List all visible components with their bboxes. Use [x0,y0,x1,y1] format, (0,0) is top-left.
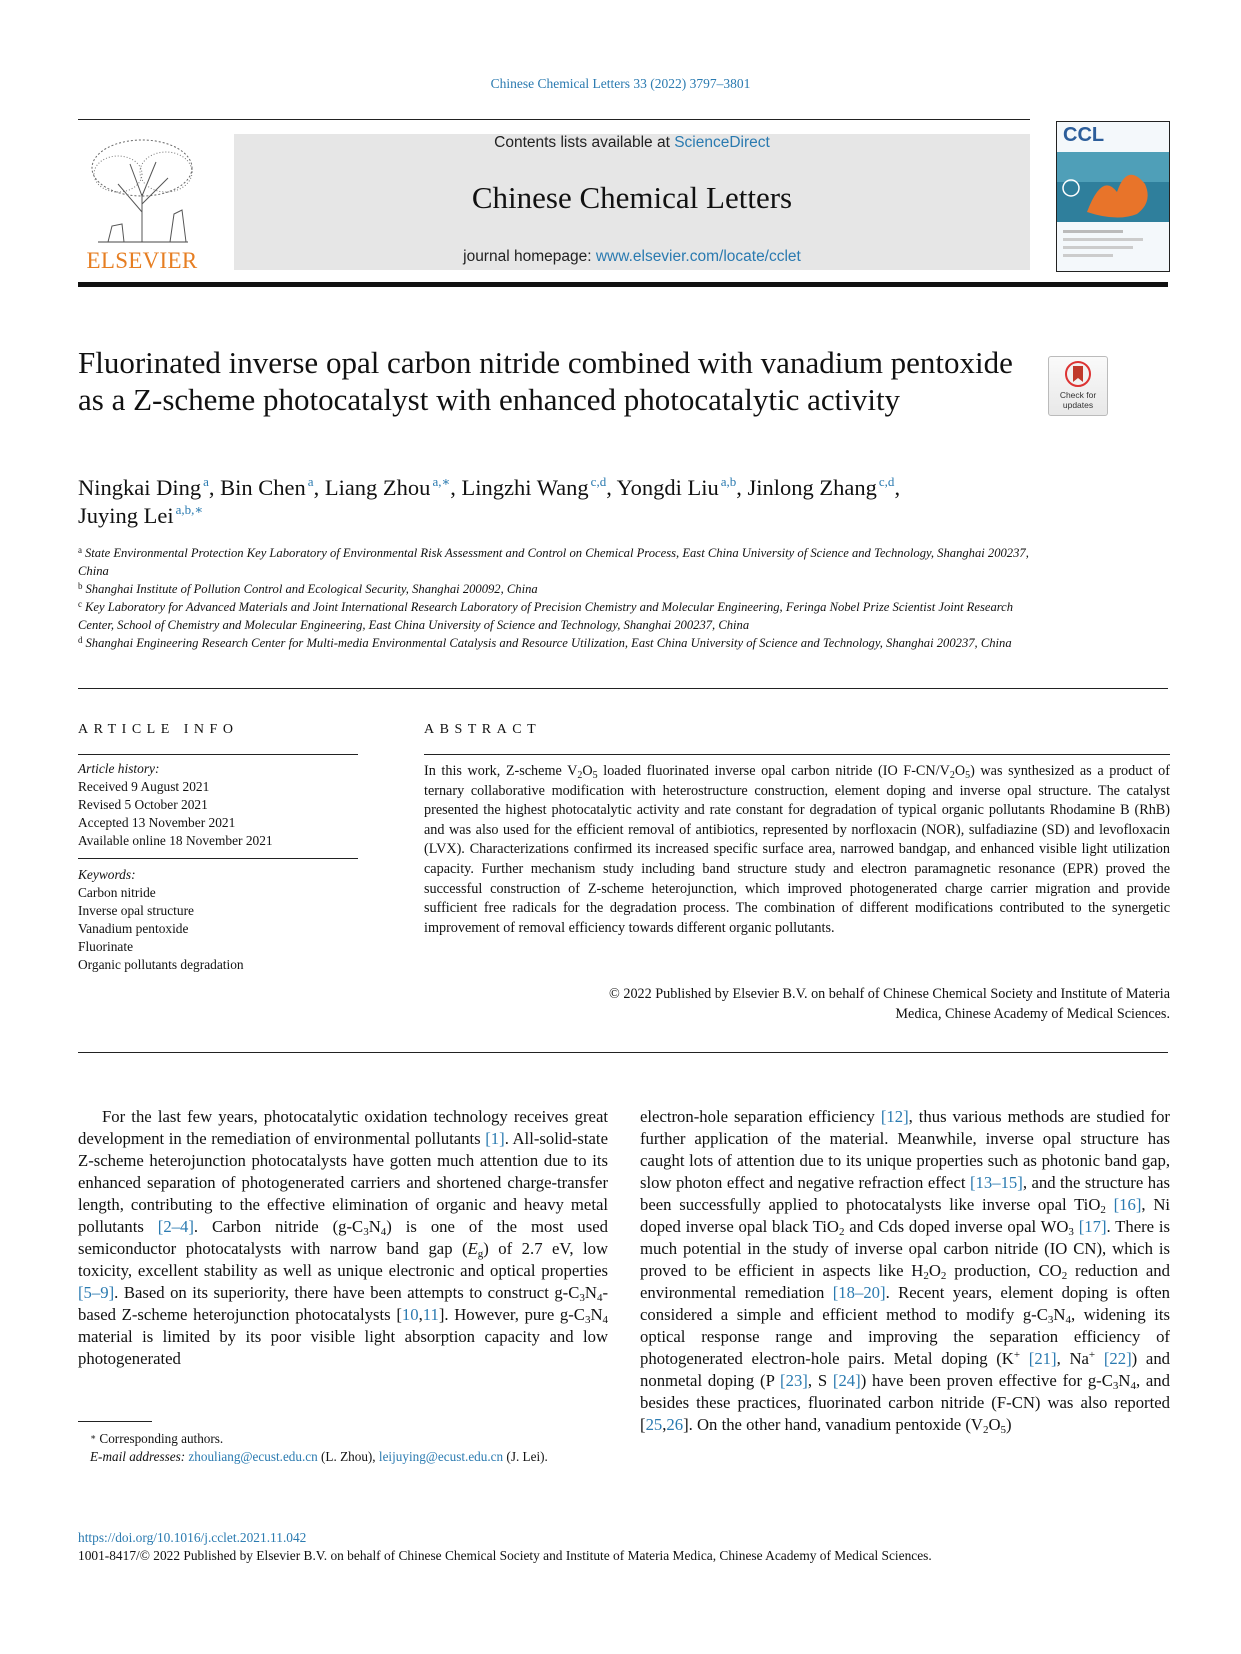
citation-link[interactable]: [21] [1028,1349,1057,1368]
history-item: Available online 18 November 2021 [78,833,273,848]
citation-link[interactable]: [24] [832,1371,861,1390]
keyword: Organic pollutants degradation [78,957,244,972]
abstract-heading: ABSTRACT [424,722,542,737]
body-column-right: electron-hole separation efficiency [12], thus various methods are studied for further application of the material. Meanwhile, inverse opal structure has caught lots of attention due to its unique properties such as photonic band gap, slow photon effect and negative refraction effect [13–15], and the structure has been successfully applied to photocatalysts like inverse opal TiO$_2$ [16], Ni doped inverse opal black TiO$_2$ and Cds doped inverse opal $WO_3$ [17]. There is much potential in the study of inverse opal carbon nitride (IO CN), which is proved to be efficient in aspects like $H_2O_2$ production, $CO_2$ reduction and environmental remediation [18–20]. Recent years, element doping is often considered a simple and efficient method to modify $g-C_3N_4$, widening its optical response range and improving the separation efficiency of photogenerated electron-hole pairs. Metal doping (K+ [21], Na+ [22]) and nonmetal doping (P [23], S [24]) have been proven effective for $g-C_3N_4$, and besides these practices, fluorinated carbon nitride (F-CN) was also reported [25,26]. On the other hand, vanadium pentoxide $(V_2O_5)$ [640,1107,1171,1436]
homepage-prefix: journal homepage: [463,248,592,265]
info-rule [78,754,358,755]
affiliation: $^c$ Key Laboratory for Advanced Materials and Joint International Research Laboratory of Precision Chemistry and Molecular Engineering, Feringa Nobel Prize Scientist Joint Research Center, School of Chemistry and Molecular Engineering, East China University of Science and Technology, Shanghai 200237, China [78,599,1014,632]
homepage-line [234,248,1030,266]
cover-abbrev: CCL [1063,124,1105,146]
citation-link[interactable]: 26 [666,1415,684,1434]
keywords-label: Keywords: [78,867,136,882]
footnote: ∗ Corresponding authors. E-mail addresses: zhouliang@ecust.edu.cn (L. Zhou), leijuying@ecust.edu.cn (J. Lei). [90,1431,548,1464]
author: Lingzhi Wang $^{c,d}$ [461,474,607,500]
citation-link[interactable]: [2–4] [157,1217,194,1236]
issn-copyright: 1001-8417/© 2022 Published by Elsevier B.V. on behalf of Chinese Chemical Society and Institute of Materia Medica, Chinese Academy of Medical Sciences. [78,1548,932,1563]
masthead-thick-rule [78,282,1168,287]
citation-link[interactable]: [5–9] [78,1283,115,1302]
author: Yongdi Liu $^{a,b}$ [616,474,737,500]
citation-link[interactable]: [16] [1113,1195,1142,1214]
citation-link[interactable]: 10 [401,1305,419,1324]
affiliations [78,544,1038,652]
affiliation: $^b$ Shanghai Institute of Pollution Control and Ecological Security, Shanghai 200092, China [78,581,538,596]
history-item: Accepted 13 November 2021 [78,815,236,830]
divider-rule [78,688,1168,689]
email-link[interactable]: leijuying@ecust.edu.cn [378,1449,504,1464]
divider-rule [78,1052,1168,1053]
keyword: Fluorinate [78,939,134,954]
keywords [78,866,358,974]
header-rule [78,119,1030,120]
citation-link[interactable]: [18–20] [832,1283,886,1302]
affiliation: $^d$ Shanghai Engineering Research Center for Multi-media Environmental Catalysis and Resource Utilization, East China University of Science and Technology, Shanghai 200237, China [78,635,1012,650]
keyword: Vanadium pentoxide [78,921,189,936]
check-for-updates-badge[interactable] [1048,356,1108,416]
running-head[interactable]: Chinese Chemical Letters 33 (2022) 3797–3801 [490,76,751,91]
article-info-heading: ARTICLE INFO [78,722,239,737]
history-label: Article history: [78,761,160,776]
author: Juying Lei $^{a,b,∗}$ [78,502,204,528]
badge-line-1: Check for [1059,390,1097,400]
journal-cover-image[interactable] [1056,121,1170,272]
history-item: Received 9 August 2021 [78,779,210,794]
keyword: Inverse opal structure [78,903,195,918]
badge-line-2: updates [1062,400,1094,410]
journal-name: Chinese Chemical Letters [471,180,793,215]
article-history [78,760,358,850]
citation-link[interactable]: 25 [645,1415,663,1434]
author-list: Ningkai Ding $^a$, Bin Chen $^a$, Liang Zhou $^{a,∗}$, Lingzhi Wang $^{c,d}$, Yongdi Liu $^{a,b}$, Jinlong Zhang $^{c,d}$, Juying Lei $^{a,b,∗}$ [78,474,901,528]
citation-link[interactable]: [12] [880,1107,909,1126]
author: Bin Chen $^a$ [220,474,314,500]
homepage-link[interactable]: www.elsevier.com/locate/cclet [595,248,801,265]
publisher-wordmark: ELSEVIER [86,248,198,273]
citation-link[interactable]: [23] [780,1371,808,1390]
citation-link[interactable]: [1] [485,1129,505,1148]
affiliation: $^a$ State Environmental Protection Key Laboratory of Environmental Risk Assessment and Control on Chemical Process, East China University of Science and Technology, Shanghai 200237, China [78,545,1029,578]
author: Liang Zhou $^{a,∗}$ [324,474,451,500]
article-title: Fluorinated inverse opal carbon nitride combined with vanadium pentoxide as a Z-scheme photocatalyst with enhanced photocatalytic activity [78,345,1013,417]
citation-link[interactable]: [17] [1078,1217,1107,1236]
corresponding-note: Corresponding authors. [99,1431,224,1446]
abstract-rule [424,754,1170,755]
email-label: E-mail addresses: [90,1449,186,1464]
contents-prefix: Contents lists available at [494,134,670,151]
email-link[interactable]: zhouliang@ecust.edu.cn [188,1449,318,1464]
info-rule [78,858,358,859]
citation-link[interactable]: 11 [422,1305,439,1324]
citation-link[interactable]: [22] [1103,1349,1132,1368]
sciencedirect-link[interactable]: ScienceDirect [674,134,770,151]
bookmark-icon [1065,361,1091,389]
contents-line [234,134,1030,152]
abstract-body: In this work, Z-scheme $V_2O_5$ loaded fluorinated inverse opal carbon nitride (IO $F-CN/V_2O_5$) was synthesized as a product of ternary collaborative modification with heterostructure construction, element doping and inverse opal structure. The catalyst presented the highest photocatalytic activity and rate constant for degradation of typical organic pollutants Rhodamine B (RhB) and was also used for the efficient removal of antibiotics, represented by norfloxacin (NOR), sulfadiazine (SD) and levofloxacin (LVX). Characterizations confirmed its increased specific surface area, narrowed bandgap, and enhanced visible light utilization capacity. Further mechanism study including band structure study and electron paramagnetic resonance (EPR) proved the successful construction of Z-scheme heterojunction, which improved photogenerated charge carrier migration and provide sufficient free radicals for the degradation process. The combination of different modifications contributed to the synergetic improvement of removal efficiency towards different organic pollutants. [424,763,1170,936]
footnote-rule [78,1421,152,1422]
author: Ningkai Ding $^a$ [78,474,209,500]
author: Jinlong Zhang $^{c,d}$ [747,474,895,500]
doi-link[interactable]: https://doi.org/10.1016/j.cclet.2021.11.042 [78,1530,307,1545]
citation-link[interactable]: [13–15] [969,1173,1023,1192]
abstract-copyright: © 2022 Published by Elsevier B.V. on behalf of Chinese Chemical Society and Institute of Materia Medica, Chinese Academy of Medical Sciences. [609,986,1170,1022]
body-column-left: For the last few years, photocatalytic oxidation technology receives great development in the remediation of environmental pollutants [1]. All-solid-state Z-scheme heterojunction photocatalysts have gotten much attention due to its enhanced separation of photogenerated carriers and shortened charge-transfer length, contributing to the effective elimination of organic and heavy metal pollutants [2–4]. Carbon nitride $(g-C_3N_4)$ is one of the most used semiconductor photocatalysts with narrow band gap $(E_g)$ of 2.7 eV, low toxicity, excellent stability as well as unique electronic and optical properties [5–9]. Based on its superiority, there have been attempts to construct $g-C_3N_4$-based Z-scheme heterojunction photocatalysts [10,11]. However, pure $g-C_3N_4$ material is limited by its poor visible light absorption capacity and low photogenerated [78,1107,609,1368]
keyword: Carbon nitride [78,885,156,900]
history-item: Revised 5 October 2021 [78,797,208,812]
